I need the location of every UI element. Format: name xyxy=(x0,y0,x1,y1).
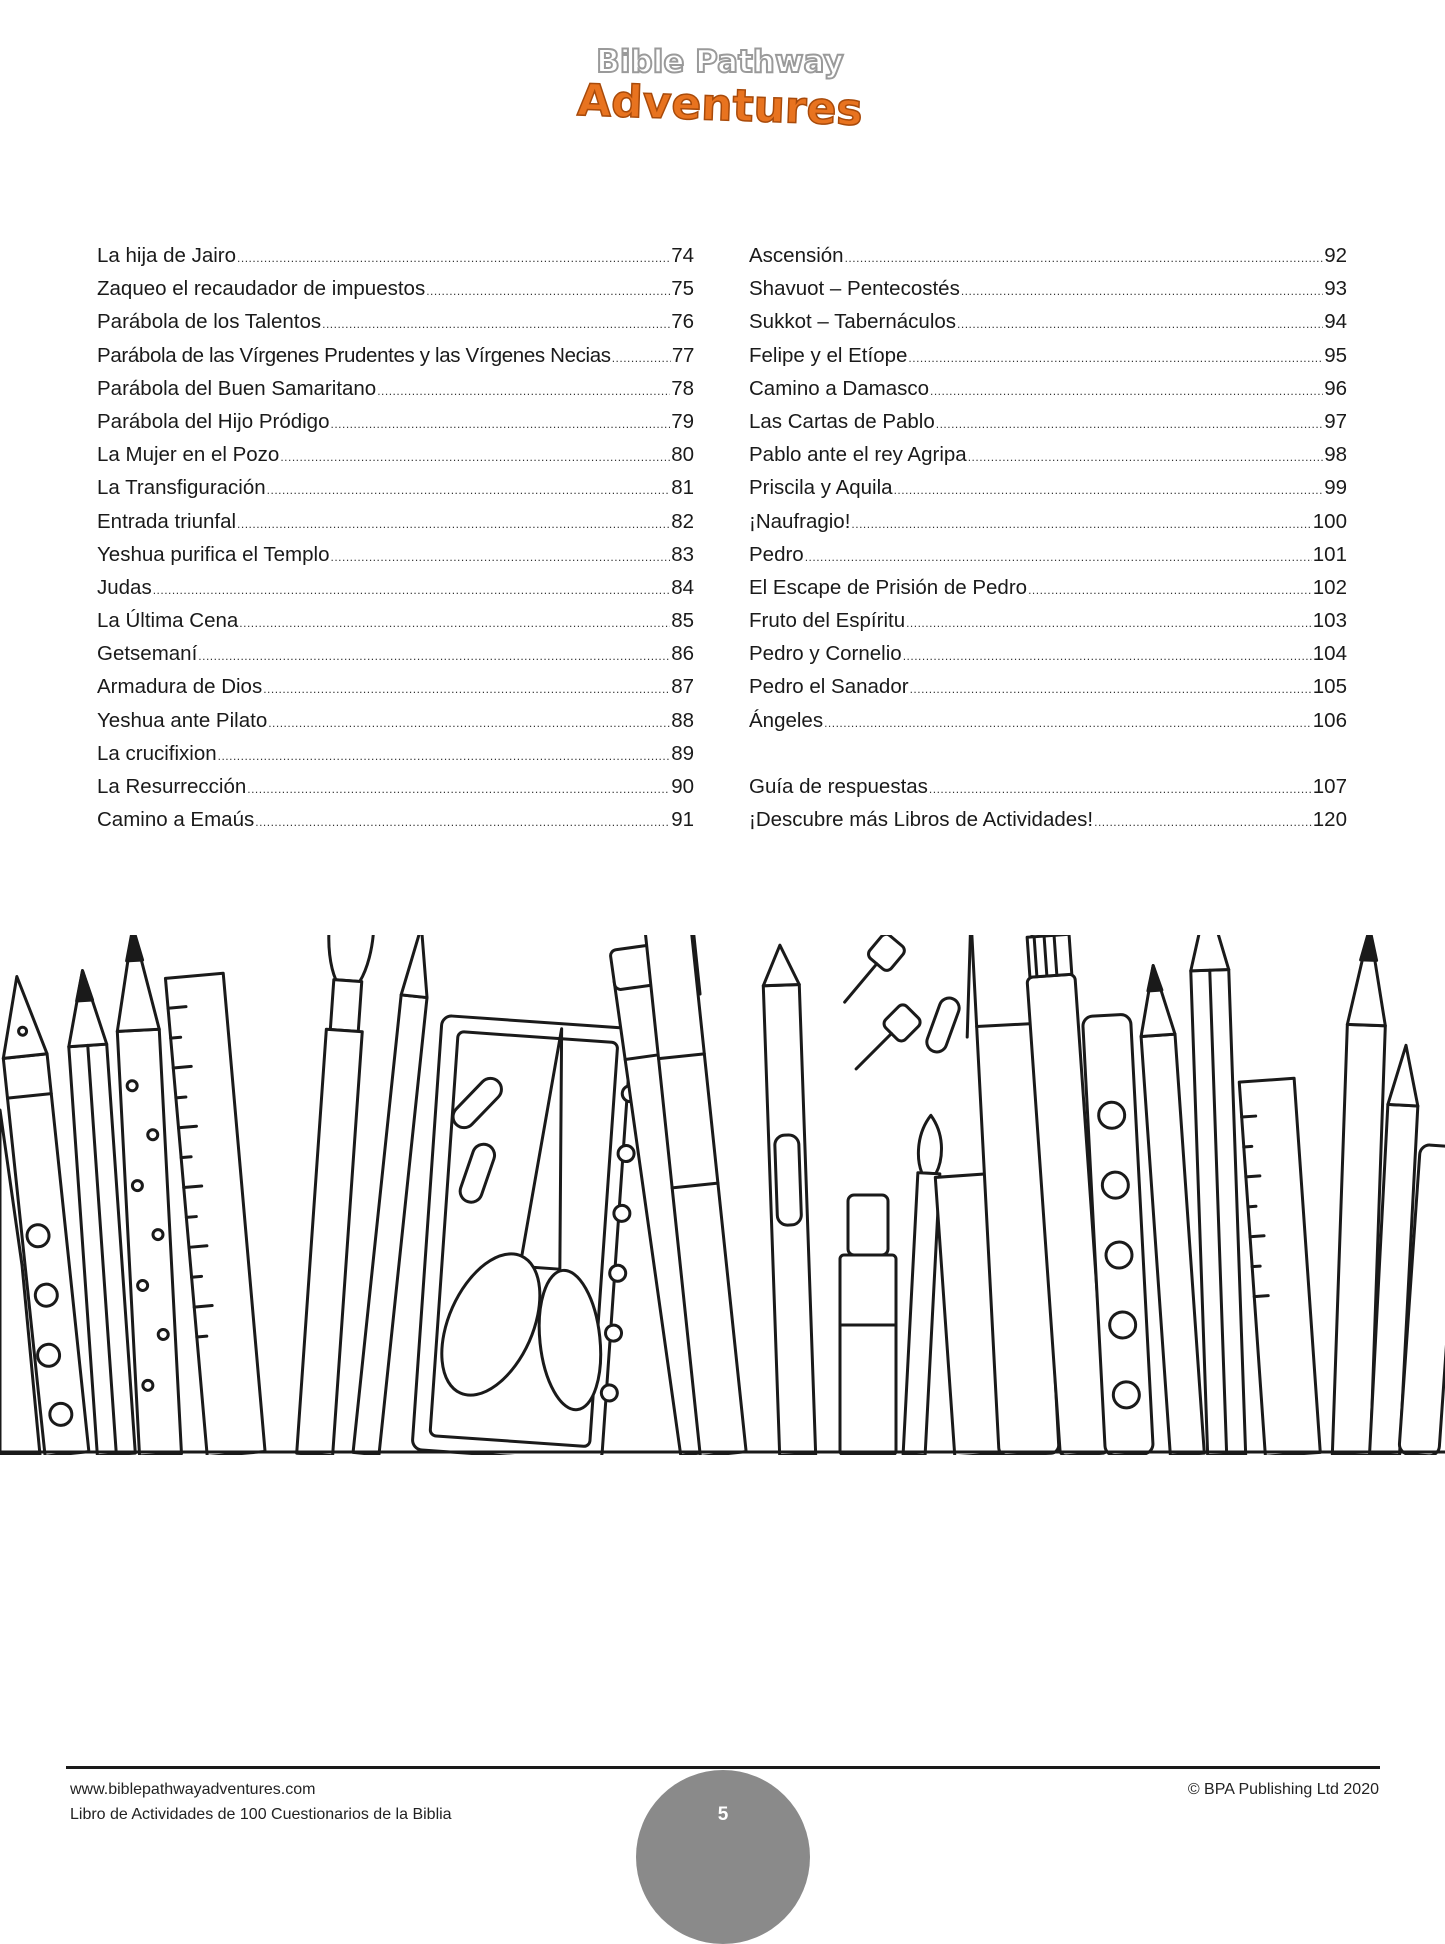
toc-leader xyxy=(280,441,670,474)
toc-page: 76 xyxy=(671,310,694,334)
toc-leader xyxy=(1094,806,1312,839)
toc-title: Shavuot – Pentecostés xyxy=(749,277,960,301)
toc-entry[interactable] xyxy=(97,704,694,737)
toc-title: Pedro y Cornelio xyxy=(749,642,902,666)
toc-leader xyxy=(1028,574,1312,607)
toc-leader xyxy=(894,474,1324,507)
toc-entry[interactable] xyxy=(749,704,1347,737)
toc-leader xyxy=(845,242,1324,275)
toc-page: 98 xyxy=(1324,443,1347,467)
toc-entry[interactable] xyxy=(97,803,694,836)
toc-leader xyxy=(936,408,1323,441)
toc-page: 90 xyxy=(671,775,694,798)
toc-entry[interactable] xyxy=(97,438,694,471)
toc-page: 95 xyxy=(1324,343,1347,367)
toc-title: Pedro el Sanador xyxy=(749,675,909,699)
toc-page: 78 xyxy=(671,376,694,400)
toc-leader xyxy=(247,773,670,806)
toc-right-column xyxy=(749,239,1347,836)
toc-page: 105 xyxy=(1312,675,1347,699)
toc-page: 77 xyxy=(671,343,694,367)
toc-page: 101 xyxy=(1312,542,1347,566)
toc-page: 107 xyxy=(1312,774,1347,798)
toc-leader xyxy=(908,342,1323,375)
toc-leader xyxy=(267,474,671,507)
toc-entry[interactable] xyxy=(749,272,1347,305)
toc-leader xyxy=(961,275,1323,308)
toc-leader xyxy=(612,342,671,375)
toc-page: 85 xyxy=(671,609,694,633)
toc-leader xyxy=(910,673,1312,706)
toc-entry[interactable] xyxy=(97,305,694,338)
toc-entry[interactable] xyxy=(97,770,694,803)
toc-entry[interactable] xyxy=(97,737,694,770)
toc-leader xyxy=(824,707,1312,740)
logo-line2: Adventures xyxy=(576,75,864,134)
toc-leader xyxy=(968,441,1324,474)
toc-page: 97 xyxy=(1324,409,1347,433)
toc-entry[interactable] xyxy=(749,604,1347,637)
toc-title: Yeshua purifica el Templo xyxy=(97,542,330,566)
toc-title: Ascensión xyxy=(749,244,844,267)
toc-leader xyxy=(930,375,1323,408)
toc-entry[interactable] xyxy=(749,305,1347,338)
toc-leader xyxy=(255,806,670,839)
toc-entry[interactable] xyxy=(749,471,1347,504)
toc-page: 86 xyxy=(671,642,694,666)
toc-leader xyxy=(237,508,670,541)
toc-entry[interactable] xyxy=(97,405,694,438)
toc-entry[interactable] xyxy=(749,670,1347,703)
toc-leader xyxy=(929,773,1312,806)
toc-page: 82 xyxy=(671,509,694,533)
logo-line1: Bible Pathway xyxy=(596,44,844,80)
toc-entry[interactable] xyxy=(97,372,694,405)
toc-title: La Última Cena xyxy=(97,609,239,633)
footer-left xyxy=(70,1777,452,1827)
toc-left-column xyxy=(97,239,694,836)
bible-pathway-adventures-logo xyxy=(560,34,880,134)
toc-leader xyxy=(218,740,671,773)
toc-leader xyxy=(377,375,670,408)
toc-title: Felipe y el Etíope xyxy=(749,343,908,367)
toc-entry[interactable] xyxy=(97,604,694,637)
toc-page: 104 xyxy=(1312,642,1347,666)
toc-title: Getsemaní xyxy=(97,642,198,666)
toc-entry[interactable] xyxy=(749,538,1347,571)
page-number-badge xyxy=(636,1770,810,1944)
toc-entry[interactable] xyxy=(97,670,694,703)
toc-title: La Transfiguración xyxy=(97,476,266,500)
toc-page: 75 xyxy=(671,277,694,301)
toc-entry[interactable] xyxy=(97,538,694,571)
toc-title: Camino a Damasco xyxy=(749,376,930,400)
footer-copyright: © BPA Publishing Ltd 2020 xyxy=(1187,1781,1379,1798)
footer-book-title: Libro de Actividades de 100 Cuestionarios de la Biblia xyxy=(70,1806,452,1823)
toc-leader xyxy=(805,541,1312,574)
toc-entry[interactable] xyxy=(97,471,694,504)
toc-page: 93 xyxy=(1324,277,1347,301)
toc-title: La crucifixion xyxy=(97,741,217,765)
toc-title: La Resurrección xyxy=(97,775,247,798)
toc-leader xyxy=(322,308,670,341)
toc-entry[interactable] xyxy=(749,803,1347,836)
toc-leader xyxy=(957,308,1323,341)
toc-page: 120 xyxy=(1312,808,1347,831)
toc-page: 106 xyxy=(1312,708,1347,732)
toc-page: 103 xyxy=(1312,609,1347,633)
toc-entry[interactable] xyxy=(97,571,694,604)
toc-title: Camino a Emaús xyxy=(97,808,255,832)
toc-entry[interactable] xyxy=(749,438,1347,471)
toc-leader xyxy=(906,607,1312,640)
toc-title: Guía de respuestas xyxy=(749,774,928,798)
toc-title: Las Cartas de Pablo xyxy=(749,409,935,433)
toc-title: Parábola de las Vírgenes Prudentes y las Vírgenes Necias xyxy=(97,343,611,367)
toc-title: Parábola de los Talentos xyxy=(97,310,322,334)
toc-title: La Mujer en el Pozo xyxy=(97,443,280,467)
toc-leader xyxy=(268,707,670,740)
toc-page: 102 xyxy=(1312,575,1347,599)
toc-title: Parábola del Hijo Pródigo xyxy=(97,409,330,433)
toc-page: 80 xyxy=(671,443,694,467)
toc-entry[interactable] xyxy=(97,272,694,305)
toc-leader xyxy=(237,242,670,275)
toc-entry[interactable] xyxy=(97,239,694,272)
logo-graphic xyxy=(560,34,880,134)
toc-page: 92 xyxy=(1324,244,1347,267)
toc-page: 84 xyxy=(671,575,694,599)
toc-entry[interactable] xyxy=(749,637,1347,670)
toc-entry[interactable] xyxy=(749,372,1347,405)
toc-entry[interactable] xyxy=(749,505,1347,538)
toc-title: Judas xyxy=(97,575,152,599)
toc-page: 79 xyxy=(671,409,694,433)
toc-leader xyxy=(153,574,670,607)
toc-page: 87 xyxy=(671,675,694,699)
toc-page: 96 xyxy=(1324,376,1347,400)
toc-page: 89 xyxy=(671,741,694,765)
toc-page: 81 xyxy=(671,476,694,500)
toc-title: Entrada triunfal xyxy=(97,509,237,533)
toc-title: Parábola del Buen Samaritano xyxy=(97,376,377,400)
toc-entry[interactable] xyxy=(97,637,694,670)
toc-title: Sukkot – Tabernáculos xyxy=(749,310,957,334)
toc-title: Yeshua ante Pilato xyxy=(97,708,268,732)
toc-leader xyxy=(426,275,670,308)
footer-divider xyxy=(66,1766,1380,1769)
toc-title: ¡Naufragio! xyxy=(749,509,851,533)
toc-title: Pedro xyxy=(749,542,804,566)
footer-website-link[interactable]: www.biblepathwayadventures.com xyxy=(70,1781,316,1798)
toc-leader xyxy=(903,640,1312,673)
toc-entry[interactable] xyxy=(749,571,1347,604)
toc-leader xyxy=(239,607,670,640)
toc-title: La hija de Jairo xyxy=(97,244,237,267)
toc-title: Priscila y Aquila xyxy=(749,476,893,500)
toc-leader xyxy=(198,640,670,673)
page-number: 5 xyxy=(717,1804,729,1825)
stationery-border-illustration xyxy=(0,935,1445,1455)
toc-entry[interactable] xyxy=(97,505,694,538)
toc-title: Pablo ante el rey Agripa xyxy=(749,443,967,467)
toc-entry[interactable] xyxy=(749,770,1347,803)
toc-title: El Escape de Prisión de Pedro xyxy=(749,575,1028,599)
toc-title: ¡Descubre más Libros de Actividades! xyxy=(749,808,1094,831)
toc-entry[interactable] xyxy=(749,405,1347,438)
toc-title: Ángeles xyxy=(749,708,824,732)
toc-leader xyxy=(851,508,1311,541)
toc-leader xyxy=(263,673,670,706)
toc-entry[interactable] xyxy=(749,239,1347,272)
toc-page: 88 xyxy=(671,708,694,732)
toc-entry[interactable] xyxy=(749,339,1347,372)
toc-page: 94 xyxy=(1324,310,1347,334)
toc-page: 99 xyxy=(1324,476,1347,500)
toc-page: 100 xyxy=(1312,509,1347,533)
toc-title: Fruto del Espíritu xyxy=(749,609,906,633)
toc-page: 83 xyxy=(671,542,694,566)
toc-spacer xyxy=(749,737,1347,770)
toc-page: 91 xyxy=(671,808,694,832)
toc-title: Zaqueo el recaudador de impuestos xyxy=(97,277,426,301)
toc-page: 74 xyxy=(671,244,694,267)
stationery-icon xyxy=(0,935,1445,1455)
toc-leader xyxy=(331,541,671,574)
toc-entry[interactable] xyxy=(97,339,694,372)
toc-title: Armadura de Dios xyxy=(97,675,263,699)
toc-leader xyxy=(330,408,670,441)
